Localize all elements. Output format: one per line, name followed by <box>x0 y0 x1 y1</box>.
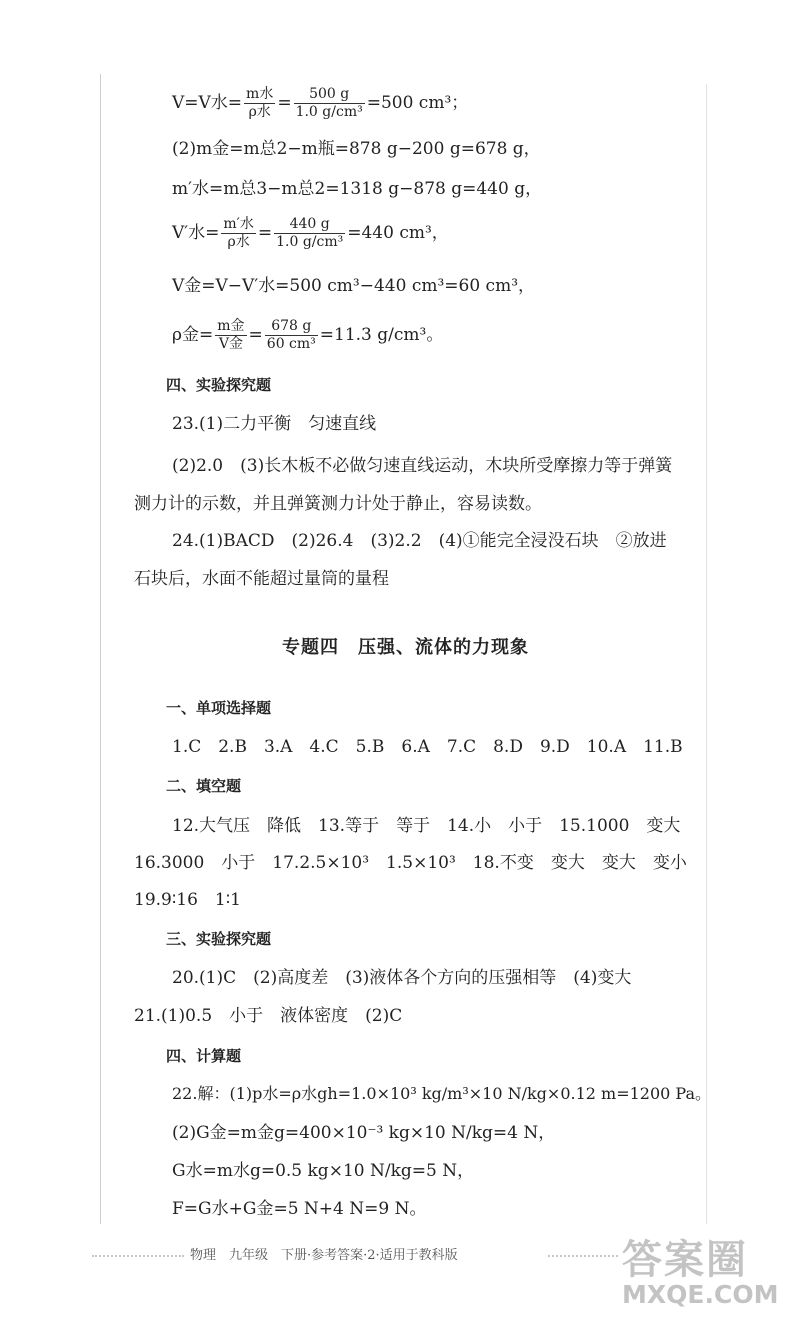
calculation-line2: (2)G金=m金g=400×10⁻³ kg×10 N/kg=4 N， <box>172 1123 556 1143</box>
section-heading-fill-blank: 二、填空题 <box>166 777 242 795</box>
symbol-fraction: $\frac{\text{m水}}{\text{ρ水}}$ <box>246 86 274 120</box>
value-fraction: $\frac{500 g}{\text{1.0 g/cm³}}$ <box>295 86 363 120</box>
calculation-line3: G水=m水g=0.5 kg×10 N/kg=5 N， <box>172 1161 475 1181</box>
page-footer: 物理 九年级 下册·参考答案·2·适用于教科版 <box>190 1248 458 1263</box>
calc-lhs: V=V水= <box>172 93 243 113</box>
fill-blank-line3: 19.9∶16 1∶1 <box>134 890 241 910</box>
section-heading-experiment-2: 三、实验探究题 <box>166 930 272 948</box>
value-fraction: $\frac{678 g}{\text{60 cm³}}$ <box>266 318 316 352</box>
watermark-logo-text: 答案圈 <box>622 1237 748 1283</box>
footer-rule-left <box>92 1255 184 1257</box>
answer-q23-line1: 23.(1)二力平衡 匀速直线 <box>172 414 377 434</box>
symbol-fraction: $\frac{\text{m金}}{\text{V金}}$ <box>217 318 245 352</box>
calc-line-gold-mass: (2)m金=m总2−m瓶=878 g−200 g=678 g， <box>172 139 541 159</box>
topic-title: 专题四 压强、流体的力现象 <box>282 637 529 658</box>
right-margin-rule <box>706 84 707 1224</box>
value-fraction: $\frac{440 g}{\text{1.0 g/cm³}}$ <box>276 216 344 250</box>
answer-q24-line1: 24.(1)BACD (2)26.4 (3)2.2 (4)①能完全浸没石块 ②放进 <box>172 531 667 551</box>
footer-rule-right <box>548 1255 618 1257</box>
calculation-line4: F=G水+G金=5 N+4 N=9 N。 <box>172 1199 427 1219</box>
answer-q23-line3: 测力计的示数，并且弹簧测力计处于静止，容易读数。 <box>134 494 542 514</box>
answer-q24-line2: 石块后，水面不能超过量筒的量程 <box>134 569 389 589</box>
watermark-url: MXQE.COM <box>622 1280 779 1309</box>
single-choice-answers: 1.C 2.B 3.A 4.C 5.B 6.A 7.C 8.D 9.D 10.A 11.B <box>172 737 683 757</box>
section-heading-calculation: 四、计算题 <box>166 1047 242 1065</box>
calc-line-volume: V=V水= $\frac{\text{m水}}{\text{ρ水}}$ = $\frac{500 g}{\text{1.0 g/cm³}}$ =500 cm³； <box>172 86 469 120</box>
calc-line-gold-density: ρ金= $\frac{\text{m金}}{\text{V金}}$ = $\frac{678 g}{\text{60 cm³}}$ =11.3 g/cm³。 <box>172 318 444 352</box>
section-heading-single-choice: 一、单项选择题 <box>166 699 272 717</box>
calc-line-water-mass: m′水=m总3−m总2=1318 g−878 g=440 g， <box>172 179 543 199</box>
calculation-line1: 22.解：(1)p水=ρ水gh=1.0×10³ kg/m³×10 N/kg×0.12 m=1200 Pa。 <box>172 1084 712 1103</box>
answer-q23-line2: (2)2.0 (3)长木板不必做匀速直线运动，木块所受摩擦力等于弹簧 <box>172 456 673 476</box>
left-margin-rule <box>100 74 101 1224</box>
fill-blank-line1: 12.大气压 降低 13.等于 等于 14.小 小于 15.1000 变大 <box>172 816 681 836</box>
section-heading-experiment: 四、实验探究题 <box>166 376 272 394</box>
symbol-fraction: $\frac{\text{m′水}}{\text{ρ水}}$ <box>223 216 254 250</box>
calc-line-gold-volume: V金=V−V′水=500 cm³−440 cm³=60 cm³， <box>172 276 536 296</box>
experiment-line1: 20.(1)C (2)高度差 (3)液体各个方向的压强相等 (4)变大 <box>172 968 632 988</box>
calc-rhs: =500 cm³； <box>366 93 469 113</box>
fill-blank-line2: 16.3000 小于 17.2.5×10³ 1.5×10³ 18.不变 变大 变大 变小 <box>134 853 687 873</box>
calc-line-water-volume: V′水= $\frac{\text{m′水}}{\text{ρ水}}$ = $\frac{440 g}{\text{1.0 g/cm³}}$ =440 cm³， <box>172 216 449 250</box>
experiment-line2: 21.(1)0.5 小于 液体密度 (2)C <box>134 1006 403 1026</box>
